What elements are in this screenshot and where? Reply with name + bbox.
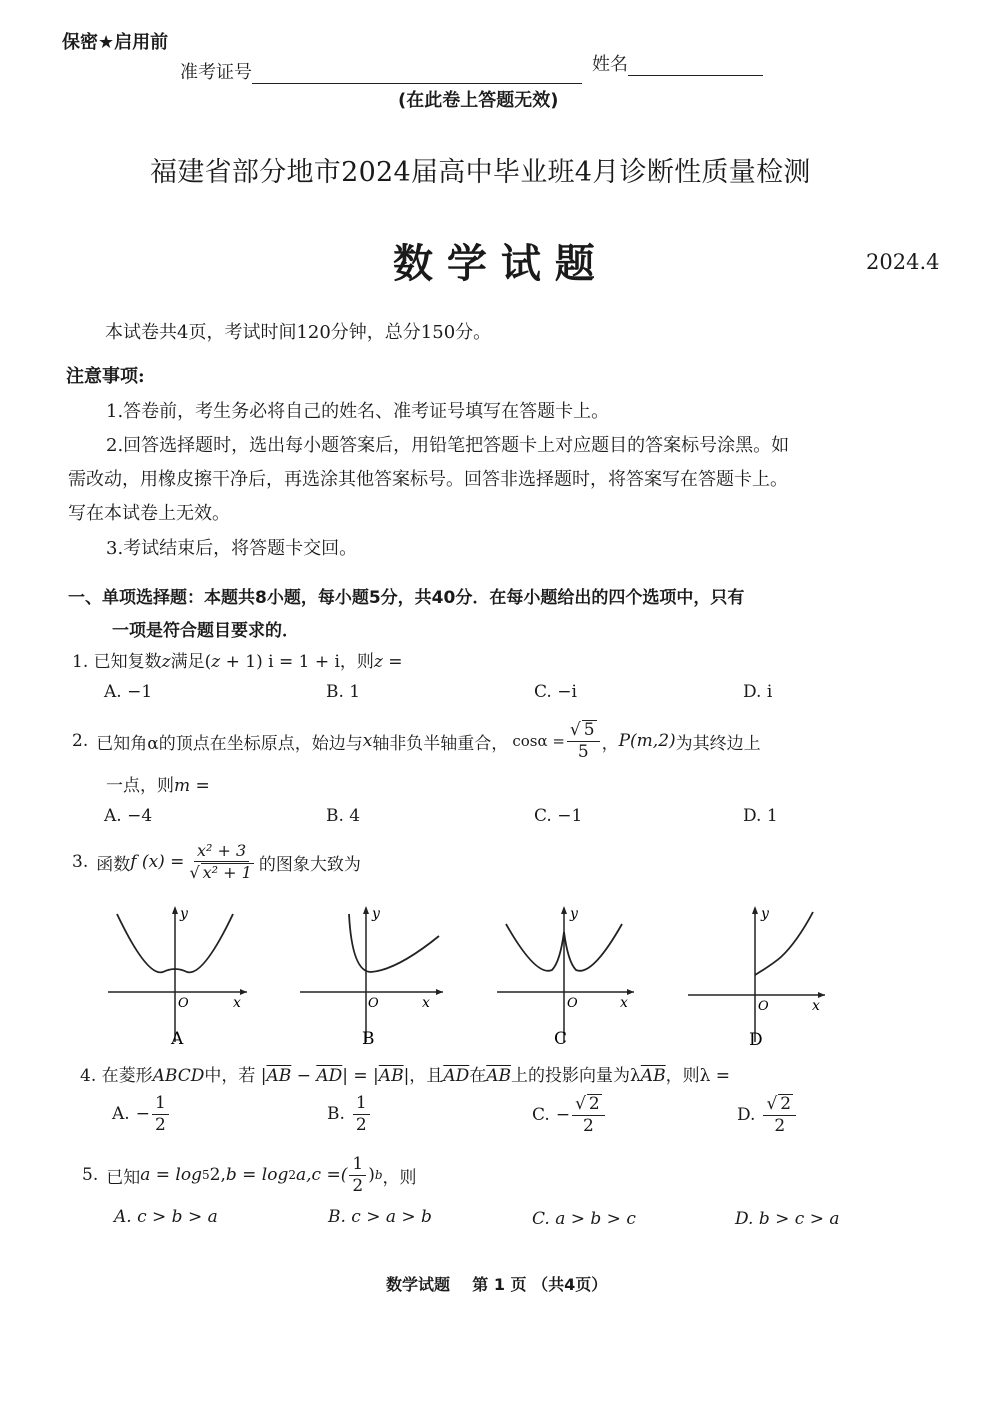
q2-line2-pre: 一点，则	[106, 776, 174, 796]
q3-graph-a-origin: O	[178, 996, 189, 1011]
q2-option-c: C. −1	[534, 806, 583, 826]
question-1	[72, 647, 403, 672]
q4-option-a-sign: −	[135, 1104, 150, 1125]
exam-title: 福建省部分地市2024届高中毕业班4月诊断性质量检测	[150, 157, 811, 188]
notice-item-2-line-1: 2.回答选择题时，选出每小题答案后，用铅笔把答题卡上对应题目的答案标号涂黑。如	[106, 435, 790, 456]
q3-graph-a-label: A	[171, 1029, 184, 1047]
section-one-heading: 一、单项选择题：本题共8小题，每小题5分，共40分．在每小题给出的四个选项中，只有	[68, 588, 745, 608]
q4-text-1: 在菱形	[101, 1066, 153, 1086]
q4-option-b-den: 2	[355, 1114, 367, 1135]
invalid-note: (在此卷上答题无效)	[398, 90, 559, 111]
name-blank	[628, 57, 763, 76]
q4-text-4: 在	[469, 1066, 487, 1086]
exam-number-label: 准考证号	[180, 62, 252, 83]
q3-graph-c-x-label: x	[620, 995, 628, 1011]
q4-option-c	[532, 1094, 607, 1135]
q4-vector-ab-4: $\overline{AB}$	[640, 1066, 666, 1086]
q2-var-x: x	[362, 731, 373, 751]
q1-text-mid: 满足(	[170, 652, 212, 672]
q4-text-2: 中，若 |	[204, 1066, 267, 1086]
q5-b-def: b = log	[225, 1165, 289, 1185]
q3-graph-d-x-label: x	[812, 998, 820, 1014]
q4-option-a-num: 1	[152, 1094, 169, 1115]
notice-item-3: 3.考试结束后，将答题卡交回。	[106, 538, 358, 559]
q2-option-a: A. −4	[104, 806, 153, 826]
q5-option-c: C. a > b > c	[532, 1209, 636, 1229]
q1-option-b: B. 1	[326, 682, 361, 702]
q3-graph-d	[685, 902, 830, 1047]
notice-item-2-line-2: 需改动，用橡皮擦干净后，再选涂其他答案标号。回答非选择题时，将答案写在答题卡上。	[68, 469, 788, 490]
question-5	[82, 1150, 417, 1200]
q5-option-d: D. b > c > a	[735, 1209, 840, 1229]
q4-option-c-num: 2	[588, 1094, 600, 1114]
q5-b-arg: a,	[296, 1165, 312, 1185]
q4-option-c-sign: −	[555, 1104, 571, 1125]
intro-text: 本试卷共4页，考试时间120分钟，总分150分。	[105, 322, 492, 343]
q4-option-d	[737, 1094, 798, 1135]
section-one-heading-cont: 一项是符合题目要求的．	[112, 621, 299, 641]
q4-option-b-label: B.	[327, 1104, 345, 1125]
q5-option-a: A. c > b > a	[114, 1207, 218, 1227]
q4-vector-ad-1: $\overline{AD}$	[316, 1066, 343, 1086]
q2-cos: cosα =	[512, 732, 565, 750]
q2-point-args: (m,2)	[630, 731, 676, 751]
q4-option-b	[327, 1094, 372, 1134]
q4-option-d-den: 2	[774, 1115, 786, 1136]
q1-expr: + 1) i = 1 + i，则	[220, 652, 374, 672]
q5-end: ，则	[382, 1167, 417, 1188]
q4-eq: | = |	[342, 1066, 379, 1086]
q3-graph-d-label: D	[749, 1030, 763, 1047]
question-3	[72, 834, 361, 890]
q3-denominator: x² + 1	[202, 863, 252, 882]
q4-rhombus: ABCD	[152, 1066, 205, 1086]
notice-item-1: 1.答卷前，考生务必将自己的姓名、准考证号填写在答题卡上。	[106, 401, 610, 422]
q3-graph-a-x-label: x	[233, 995, 241, 1011]
q3-pre: 函数	[96, 854, 131, 875]
q2-text-2: 轴非负半轴重合，	[372, 733, 509, 754]
q2-sqrt-sign: √	[569, 720, 581, 741]
q4-minus: −	[291, 1066, 317, 1086]
name-label: 姓名	[592, 54, 628, 75]
q5-c-def: c =(	[311, 1165, 348, 1185]
q4-vector-ab-3: $\overline{AB}$	[486, 1066, 512, 1086]
q1-text: 已知复数	[93, 652, 162, 672]
q4-vector-ab-1: $\overline{AB}$	[266, 1066, 292, 1086]
q2-text-1: 已知角α的顶点在坐标原点，始边与	[96, 733, 363, 754]
q3-graph-b-origin: O	[368, 996, 379, 1011]
q3-denominator-wrap	[186, 862, 256, 882]
q3-post: 的图象大致为	[258, 854, 361, 875]
q1-option-a: A. −1	[104, 682, 153, 702]
q5-frac-num: 1	[349, 1155, 366, 1176]
q2-frac-den: 5	[577, 742, 589, 762]
q1-var-z2: z	[211, 652, 221, 672]
q2-text-3: 为其终边上	[675, 733, 761, 754]
q4-option-a-label: A.	[112, 1104, 130, 1125]
q5-a-arg: 2,	[209, 1165, 226, 1185]
notice-heading: 注意事项:	[66, 366, 145, 387]
q3-numerator: x² + 3	[194, 842, 249, 862]
q2-cos-fraction	[567, 720, 600, 761]
q1-var-z3: z	[373, 652, 383, 672]
q2-option-d: D. 1	[743, 806, 778, 826]
q4-vector-ad-2: $\overline{AD}$	[443, 1066, 470, 1086]
q2-comma: ，	[601, 733, 619, 754]
exam-number-field	[180, 58, 582, 84]
q3-sqrt-sign: √	[189, 863, 200, 882]
q3-graph-c	[494, 902, 639, 1047]
q3-graph-b	[297, 902, 447, 1047]
q4-option-c-sqrt-sign: √	[575, 1094, 586, 1114]
q4-option-b-num: 1	[353, 1094, 370, 1115]
q4-option-a-den: 2	[154, 1114, 166, 1135]
q4-vector-ab-2: $\overline{AB}$	[378, 1066, 404, 1086]
q5-option-b: B. c > a > b	[328, 1207, 432, 1227]
q5-c-exp: b	[374, 1168, 383, 1182]
q3-graph-b-label: B	[362, 1029, 375, 1047]
q2-frac-num: 5	[583, 720, 595, 741]
q5-number: 5.	[82, 1165, 99, 1185]
q4-number: 4.	[80, 1066, 97, 1086]
q3-graph-b-x-label: x	[422, 995, 430, 1011]
q5-a-def: a = log	[140, 1165, 202, 1185]
question-4	[80, 1061, 730, 1086]
q3-graph-d-origin: O	[758, 999, 769, 1014]
q3-graph-a	[105, 902, 250, 1047]
page-footer: 数学试题 第 1 页 （共4页）	[386, 1275, 608, 1294]
q4-text-6: ，则λ =	[665, 1066, 731, 1086]
exam-date: 2024.4	[866, 250, 940, 274]
q1-var-z: z	[161, 652, 171, 672]
q1-number: 1.	[72, 652, 89, 672]
q4-option-c-label: C.	[532, 1104, 550, 1125]
q5-a-sub: 5	[201, 1168, 210, 1182]
q4-option-d-label: D.	[737, 1104, 756, 1125]
q1-end: =	[382, 652, 403, 672]
q2-line2-end: =	[190, 776, 210, 796]
q3-fraction	[186, 842, 256, 881]
subject-title: 数 学 试 题	[393, 241, 595, 287]
q2-var-m: m	[174, 776, 191, 796]
q3-graph-d-y-label: y	[761, 906, 769, 922]
q3-graph-b-y-label: y	[372, 906, 380, 922]
notice-item-2-line-3: 写在本试卷上无效。	[68, 503, 230, 524]
q2-option-b: B. 4	[326, 806, 361, 826]
q4-option-d-sqrt-sign: √	[766, 1094, 778, 1114]
q3-graph-a-y-label: y	[180, 906, 188, 922]
name-field	[592, 50, 763, 76]
q5-frac-den: 2	[352, 1175, 364, 1196]
q5-b-sub: 2	[288, 1168, 296, 1182]
q1-option-c: C. −i	[534, 682, 577, 702]
exam-number-blank	[252, 65, 582, 84]
q5-c-close: )	[368, 1165, 375, 1185]
q3-number: 3.	[72, 852, 89, 872]
q4-option-d-num: 2	[780, 1094, 792, 1114]
q4-text-3: |，且	[403, 1066, 444, 1086]
question-2	[72, 716, 761, 766]
q3-graph-c-label: C	[554, 1029, 568, 1047]
q1-option-d: D. i	[743, 682, 773, 702]
q3-function: f (x) =	[130, 852, 185, 872]
q4-option-c-den: 2	[582, 1115, 594, 1136]
q3-graph-c-origin: O	[567, 996, 578, 1011]
confidential-mark: 保密★启用前	[62, 32, 169, 53]
q2-number: 2.	[72, 731, 89, 751]
q4-option-a	[112, 1094, 171, 1134]
q2-point: P	[618, 731, 631, 751]
question-2-cont	[106, 771, 210, 796]
q4-text-5: 上的投影向量为λ	[511, 1066, 641, 1086]
q5-pre: 已知	[106, 1167, 141, 1188]
q3-graph-c-y-label: y	[570, 906, 578, 922]
